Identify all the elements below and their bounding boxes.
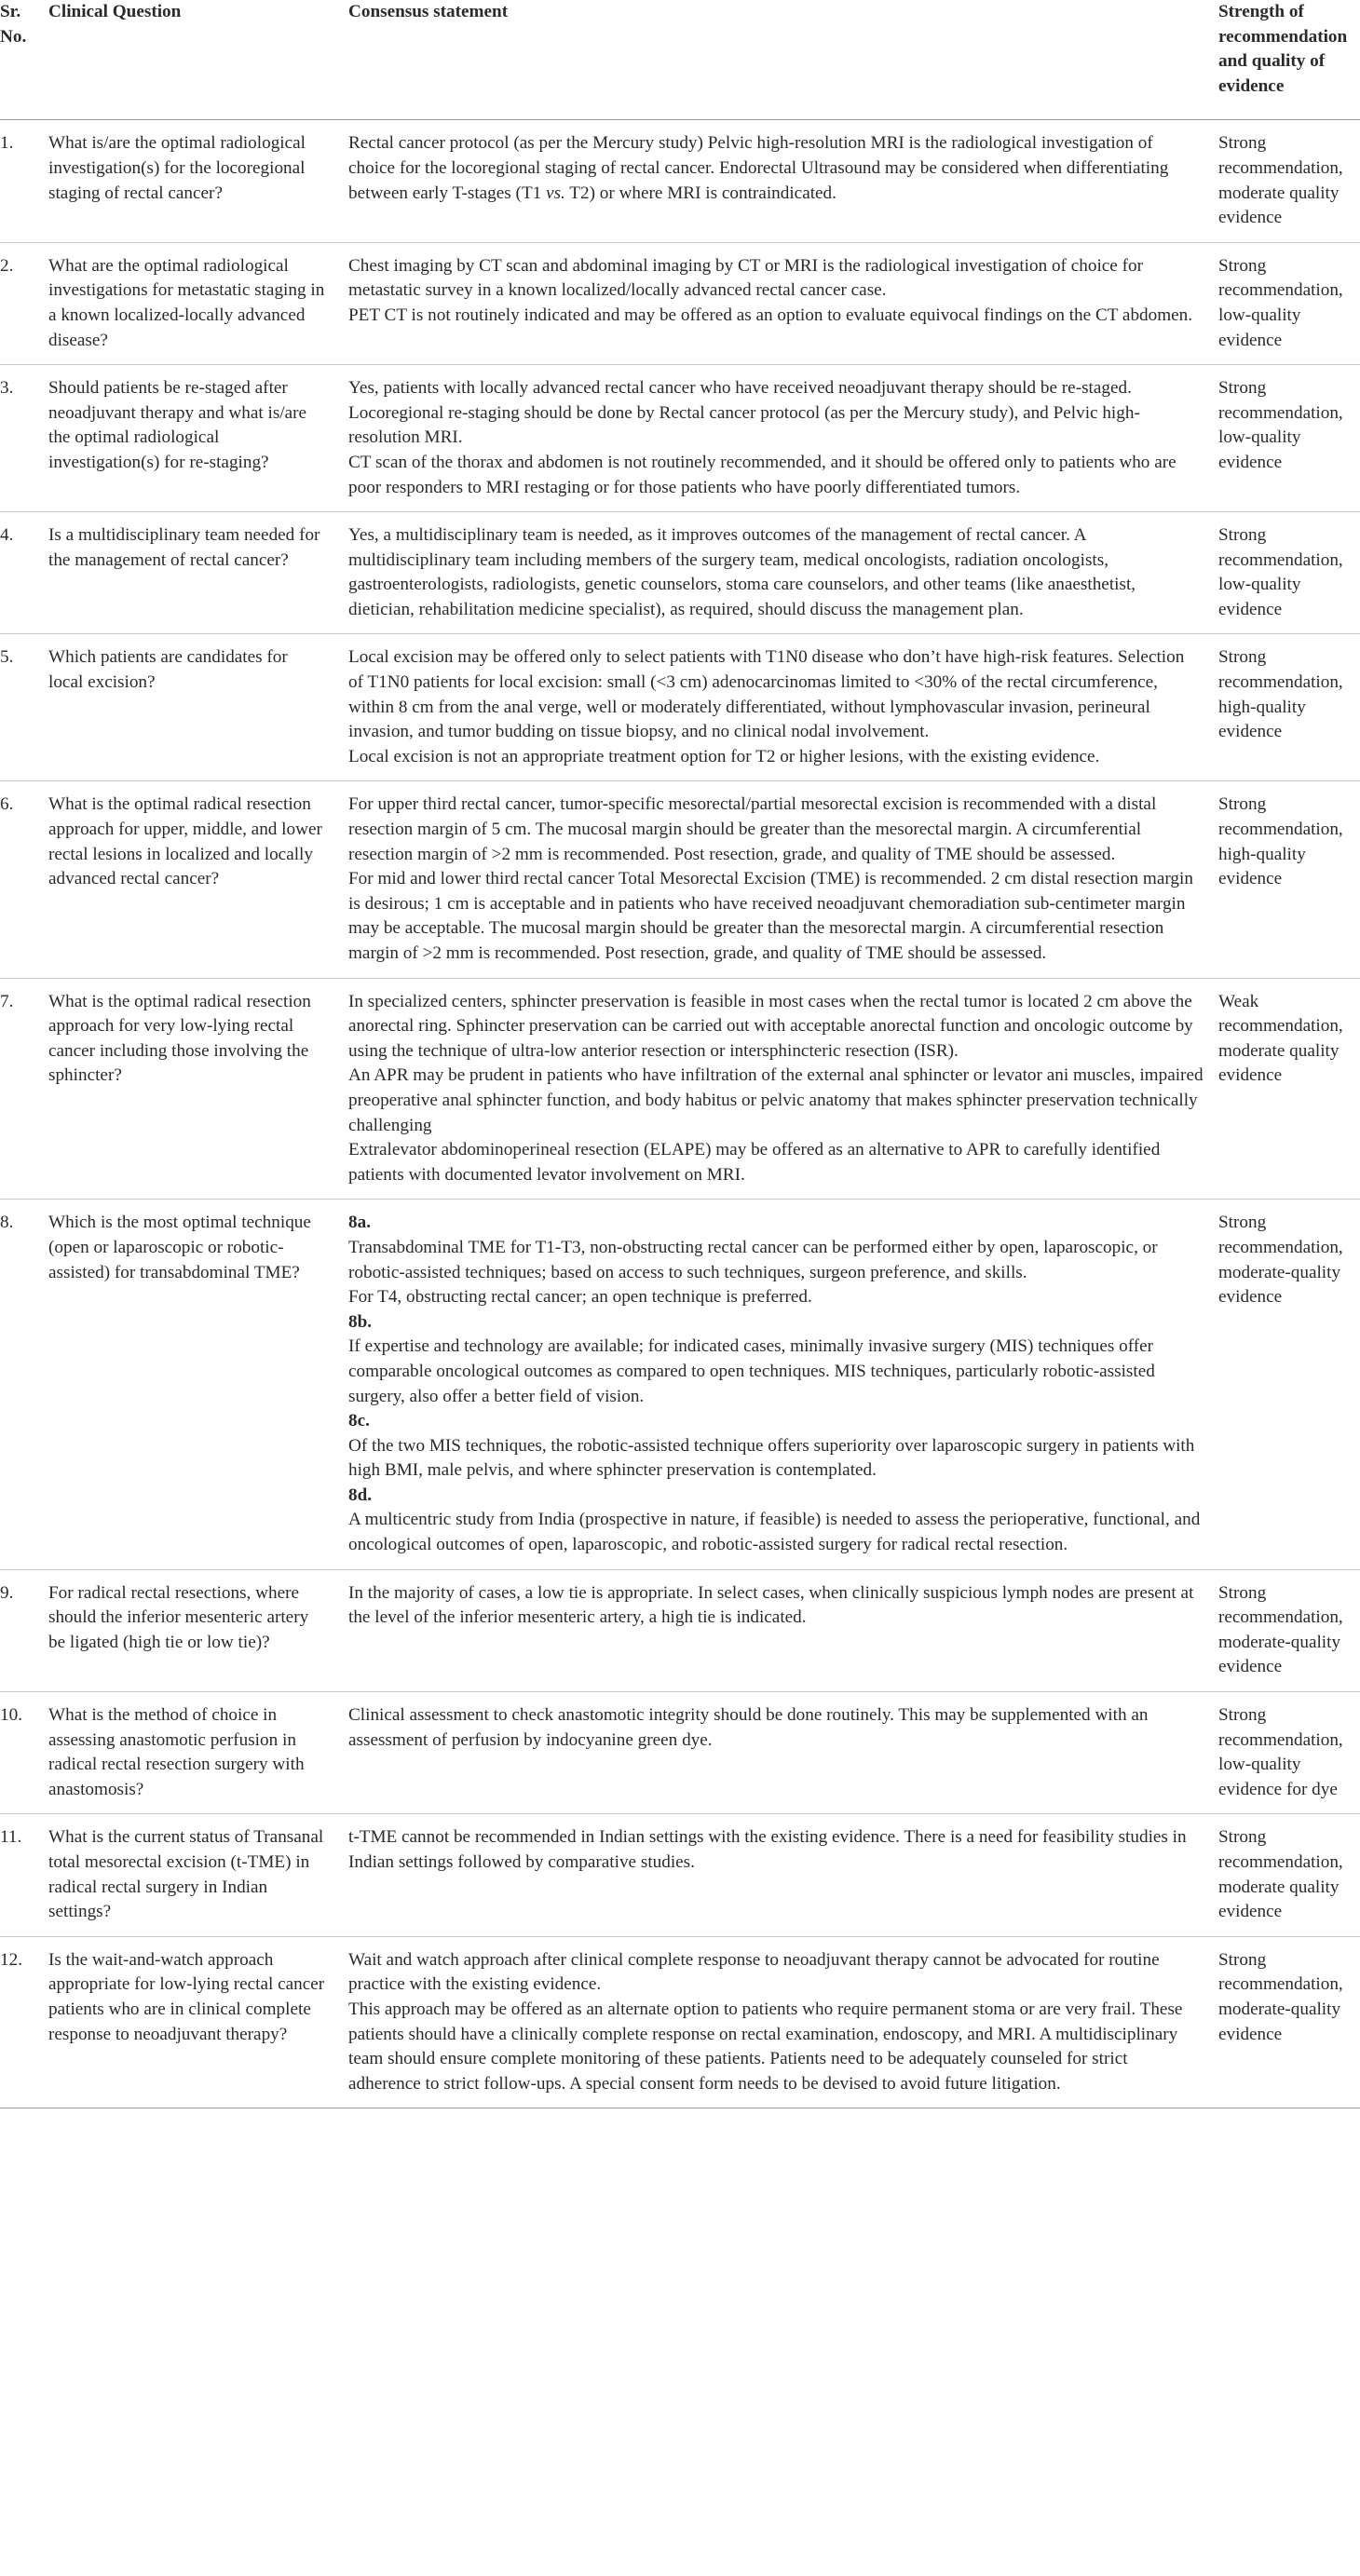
clinical-question: What is the optimal radical resection approach for upper, middle, and lower rectal lesions in localized and locally advanced rectal cancer? <box>48 781 340 978</box>
table-row <box>0 1200 1360 1569</box>
clinical-question: Is a multidisciplinary team needed for the management of rectal cancer? <box>48 512 340 634</box>
statement-paragraph: PET CT is not routinely indicated and may be offered as an option to evaluate equivocal findings on the CT abdomen. <box>348 305 1193 325</box>
row-number: 11. <box>0 1814 48 1936</box>
recommendation-strength: Strong recommendation, high-quality evidence <box>1211 781 1360 978</box>
recommendation-strength: Weak recommendation, moderate quality evidence <box>1211 978 1360 1200</box>
table-row <box>0 634 1360 781</box>
row-number: 12. <box>0 1936 48 2108</box>
row-number: 3. <box>0 365 48 512</box>
table-row <box>0 1814 1360 1936</box>
header-clinical-question: Clinical Question <box>48 0 340 120</box>
clinical-question: Should patients be re-staged after neoadjuvant therapy and what is/are the optimal radiological investigation(s) for re-staging? <box>48 365 340 512</box>
consensus-statement <box>340 120 1211 242</box>
row-number: 5. <box>0 634 48 781</box>
row-number: 10. <box>0 1692 48 1814</box>
statement-paragraph: Chest imaging by CT scan and abdominal imaging by CT or MRI is the radiological investigation of choice for metastatic survey in a known localized/locally advanced rectal cancer case. <box>348 255 1143 301</box>
recommendation-strength: Strong recommendation, low-quality evidence <box>1211 242 1360 364</box>
table-row <box>0 242 1360 364</box>
consensus-statement <box>340 1200 1211 1569</box>
statement-paragraph: In the majority of cases, a low tie is appropriate. In select cases, when clinically suspicious lymph nodes are present at the level of the inferior mesenteric artery, a high tie is indicated. <box>348 1582 1194 1628</box>
statement-paragraph: A multicentric study from India (prospective in nature, if feasible) is needed to assess the perioperative, functional, and oncological outcomes of open, laparoscopic, and robotic-assisted surgery for radical rectal resection. <box>348 1510 1201 1555</box>
consensus-statement <box>340 1569 1211 1691</box>
statement-paragraph: For upper third rectal cancer, tumor-specific mesorectal/partial mesorectal excision is recommended with a distal resection margin of 5 cm. The mucosal margin should be greater than the mesorectal margin. A circumferential resection margin of >2 mm is recommended. Post resection, grade, and quality of TME should be assessed. <box>348 794 1157 864</box>
recommendation-strength: Strong recommendation, low-quality evidence <box>1211 512 1360 634</box>
table-row <box>0 1692 1360 1814</box>
statement-paragraph: Extralevator abdominoperineal resection (ELAPE) may be offered as an alternative to APR to carefully identified patients with documented levator involvement on MRI. <box>348 1140 1161 1185</box>
table-row <box>0 512 1360 634</box>
table-row <box>0 978 1360 1200</box>
table-row <box>0 1936 1360 2108</box>
row-number: 8. <box>0 1200 48 1569</box>
statement-paragraph: Clinical assessment to check anastomotic integrity should be done routinely. This may be supplemented with an assessment of perfusion by indocyanine green dye. <box>348 1705 1149 1750</box>
recommendation-strength: Strong recommendation, moderate-quality evidence <box>1211 1936 1360 2108</box>
row-number: 9. <box>0 1569 48 1691</box>
row-number: 6. <box>0 781 48 978</box>
statement-paragraph: Rectal cancer protocol (as per the Mercury study) Pelvic high-resolution MRI is the radiological investigation of choice for the locoregional staging of rectal cancer. Endorectal Ultrasound may be considered when differentiating between early T-stages (T1 vs. T2) or where MRI is contraindicated. <box>348 133 1169 203</box>
row-number: 2. <box>0 242 48 364</box>
table-row <box>0 365 1360 512</box>
sub-statement-label-8b: 8b. <box>348 1311 373 1332</box>
header-strength: Strength of recommendation and quality of evidence <box>1211 0 1360 120</box>
statement-paragraph: Locoregional re-staging should be done by Rectal cancer protocol (as per the Mercury study), and Pelvic high-resolution MRI. <box>348 402 1140 448</box>
statement-paragraph: Local excision may be offered only to select patients with T1N0 disease who don’t have high-risk features. Selection of T1N0 patients for local excision: small (<3 cm) adenocarcinomas limited to <30% of the rectal circumference, within 8 cm from the anal verge, well or moderately differentiated, without lymphovascular invasion, perineural invasion, and tumor budding on tissue biopsy, and no clinical nodal involvement. <box>348 647 1185 742</box>
statement-paragraph: CT scan of the thorax and abdomen is not routinely recommended, and it should be offered only to patients who are poor responders to MRI restaging or for those patients who have poorly differentiated tumors. <box>348 452 1176 497</box>
recommendation-strength: Strong recommendation, low-quality evidence for dye <box>1211 1692 1360 1814</box>
recommendation-strength: Strong recommendation, low-quality evidence <box>1211 365 1360 512</box>
header-consensus-statement: Consensus statement <box>340 0 1211 120</box>
recommendation-strength: Strong recommendation, moderate-quality evidence <box>1211 1569 1360 1691</box>
recommendation-strength: Strong recommendation, moderate-quality evidence <box>1211 1200 1360 1569</box>
clinical-question: For radical rectal resections, where should the inferior mesenteric artery be ligated (high tie or low tie)? <box>48 1569 340 1691</box>
statement-paragraph: An APR may be prudent in patients who have infiltration of the external anal sphincter or levator ani muscles, impaired preoperative anal sphincter function, and body habitus or pelvic anatomy that makes sphincter preservation technically challenging <box>348 1065 1204 1135</box>
row-number: 1. <box>0 120 48 242</box>
sub-statement-label-8a: 8a. <box>348 1213 371 1233</box>
clinical-question: What is the current status of Transanal total mesorectal excision (t-TME) in radical rectal surgery in Indian settings? <box>48 1814 340 1936</box>
statement-paragraph: Transabdominal TME for T1-T3, non-obstructing rectal cancer can be performed either by open, laparoscopic, or robotic-assisted techniques; based on access to such techniques, surgeon preference, and skills. <box>348 1237 1158 1282</box>
sub-statement-label-8c: 8c. <box>348 1411 370 1431</box>
consensus-statement <box>340 365 1211 512</box>
recommendation-strength: Strong recommendation, moderate quality evidence <box>1211 1814 1360 1936</box>
vs-abbreviation: vs. <box>546 183 565 203</box>
clinical-question: Which patients are candidates for local excision? <box>48 634 340 781</box>
clinical-question: Which is the most optimal technique (open or laparoscopic or robotic-assisted) for transabdominal TME? <box>48 1200 340 1569</box>
statement-paragraph: Wait and watch approach after clinical complete response to neoadjuvant therapy cannot be advocated for routine practice with the existing evidence. <box>348 1949 1160 1995</box>
statement-paragraph: In specialized centers, sphincter preservation is feasible in most cases when the rectal tumor is located 2 cm above the anorectal ring. Sphincter preservation can be carried out with acceptable anorectal function and oncologic outcome by using the technique of ultra-low anterior resection or intersphincteric resection (ISR). <box>348 991 1193 1061</box>
table-header-row <box>0 0 1360 120</box>
sub-statement-label-8d: 8d. <box>348 1485 373 1505</box>
consensus-statement <box>340 1692 1211 1814</box>
clinical-question: What are the optimal radiological investigations for metastatic staging in a known localized-locally advanced disease? <box>48 242 340 364</box>
row-number: 4. <box>0 512 48 634</box>
recommendation-strength: Strong recommendation, high-quality evidence <box>1211 634 1360 781</box>
table-row <box>0 1569 1360 1691</box>
consensus-statement <box>340 1936 1211 2108</box>
clinical-question: What is/are the optimal radiological investigation(s) for the locoregional staging of rectal cancer? <box>48 120 340 242</box>
statement-paragraph: Yes, patients with locally advanced rectal cancer who have received neoadjuvant therapy should be re-staged. <box>348 378 1132 399</box>
recommendation-strength: Strong recommendation, moderate quality evidence <box>1211 120 1360 242</box>
consensus-statement <box>340 634 1211 781</box>
table-row <box>0 781 1360 978</box>
statement-paragraph: This approach may be offered as an alternate option to patients who require permanent stoma or are very frail. These patients should have a clinically complete response on rectal examination, endoscopy, and MRI. A multidisciplinary team should ensure complete monitoring of these patients. Patients need to be adequately counseled for strict adherence to strict follow-ups. A special consent form needs to be devised to avoid future litigation. <box>348 1999 1183 2094</box>
statement-paragraph: Of the two MIS techniques, the robotic-assisted technique offers superiority over laparoscopic surgery in patients with high BMI, male pelvis, and where sphincter preservation is contemplated. <box>348 1435 1195 1481</box>
consensus-statement <box>340 242 1211 364</box>
statement-paragraph: t-TME cannot be recommended in Indian settings with the existing evidence. There is a need for feasibility studies in Indian settings followed by comparative studies. <box>348 1827 1187 1872</box>
consensus-statement <box>340 781 1211 978</box>
table-row <box>0 120 1360 242</box>
header-sr-no: Sr. No. <box>0 0 48 120</box>
consensus-statement <box>340 1814 1211 1936</box>
statement-paragraph: For T4, obstructing rectal cancer; an open technique is preferred. <box>348 1287 812 1308</box>
clinical-question: What is the method of choice in assessing anastomotic perfusion in radical rectal resection surgery with anastomosis? <box>48 1692 340 1814</box>
statement-paragraph: Local excision is not an appropriate treatment option for T2 or higher lesions, with the existing evidence. <box>348 746 1100 766</box>
row-number: 7. <box>0 978 48 1200</box>
clinical-question: What is the optimal radical resection approach for very low-lying rectal cancer including those involving the sphincter? <box>48 978 340 1200</box>
consensus-statement <box>340 512 1211 634</box>
clinical-question: Is the wait-and-watch approach appropriate for low-lying rectal cancer patients who are in clinical complete response to neoadjuvant therapy? <box>48 1936 340 2108</box>
statement-paragraph: If expertise and technology are available; for indicated cases, minimally invasive surgery (MIS) techniques offer comparable oncological outcomes as compared to open techniques. MIS techniques, particularly robotic-assisted surgery, also offer a better field of vision. <box>348 1336 1155 1406</box>
statement-paragraph: For mid and lower third rectal cancer Total Mesorectal Excision (TME) is recommended. 2 cm distal resection margin is desirous; 1 cm is acceptable and in patients who have received neoadjuvant chemoradiation sub-centimeter margin may be acceptable. The mucosal margin should be greater than the mesorectal margin. A circumferential resection margin of >2 mm is recommended. Post resection, grade, and quality of TME should be assessed. <box>348 869 1193 963</box>
statement-paragraph: Yes, a multidisciplinary team is needed, as it improves outcomes of the management of rectal cancer. A multidisciplinary team including members of the surgery team, medical oncologists, radiation oncologists, gastroenterologists, radiologists, genetic counselors, stoma care counselors, and other teams (like anaesthetist, dietician, rehabilitation medicine specialist), as required, should discuss the management plan. <box>348 525 1136 619</box>
consensus-statement <box>340 978 1211 1200</box>
